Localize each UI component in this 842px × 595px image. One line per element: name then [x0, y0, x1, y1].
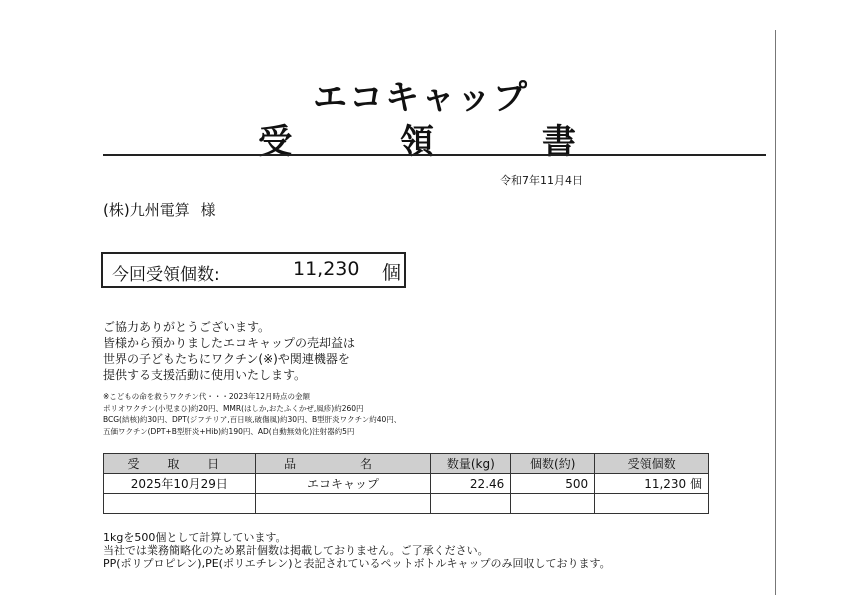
received-count-label: 今回受領個数: [112, 265, 220, 285]
message-line: ご協力ありがとうございます。 [103, 320, 271, 334]
vaccine-cost-note [103, 391, 401, 437]
note-line: BCG(結核)約30円、DPT(ジフテリア,百日咳,破傷風)約30円、B型肝炎ワクチン約40円、 [103, 415, 402, 424]
footer-line: 当社では業務簡略化のため累計個数は掲載しておりません。ご了承ください。 [103, 544, 489, 557]
received-count-unit: 個 [382, 262, 402, 284]
header-received-count: 受領個数 [595, 454, 709, 474]
footer-line: PP(ポリプロピレン),PE(ポリエチレン)と表記されているペットボトルキャップのみ回収しております。 [103, 557, 611, 570]
table-row [104, 474, 709, 494]
thank-you-message [103, 319, 355, 383]
note-line: ※こどもの命を救うワクチン代・・・2023年12月時点の金額 [103, 392, 311, 401]
table-row-empty [104, 494, 709, 514]
message-line: 皆様から預かりましたエコキャップの売却益は [103, 336, 356, 350]
issue-date: 令和7年11月4日 [500, 174, 583, 187]
note-line: 五価ワクチン(DPT+B型肝炎+Hib)約190円、AD(自動無効化)注射器約5円 [103, 426, 355, 436]
cell-received-count: 11,230 個 [595, 474, 709, 494]
cell-item-name: エコキャップ [255, 474, 431, 494]
header-item-name: 品 名 [255, 454, 431, 474]
customer-line [103, 199, 216, 220]
title-divider [103, 154, 766, 156]
footer-line: 1kgを500個として計算しています。 [103, 531, 287, 544]
received-count-value: 11,230 [293, 258, 360, 280]
receipt-table [103, 453, 709, 514]
customer-honorific: 様 [200, 201, 216, 219]
document-title-line1: エコキャップ [313, 78, 529, 118]
received-count-box [101, 252, 406, 288]
note-line: ポリオワクチン(小児まひ)約20円、MMR(はしか,おたふくかぜ,風疹)約260円 [103, 403, 364, 413]
message-line: 世界の子どもたちにワクチン(※)や関連機器を [103, 352, 350, 366]
cell-receipt-date: 2025年10月29日 [104, 474, 256, 494]
table-header-row [104, 454, 709, 474]
header-quantity-kg: 数量(kg) [431, 454, 511, 474]
header-receipt-date: 受 取 日 [104, 454, 256, 474]
customer-name: (株)九州電算 [103, 201, 190, 219]
footer-notes [103, 531, 611, 570]
document-title-line2: 受 領 書 [258, 122, 624, 162]
cell-quantity-kg: 22.46 [431, 474, 511, 494]
cell-count-approx: 500 [511, 474, 595, 494]
header-count-approx: 個数(約) [511, 454, 595, 474]
message-line: 提供する支援活動に使用いたします。 [103, 368, 307, 382]
